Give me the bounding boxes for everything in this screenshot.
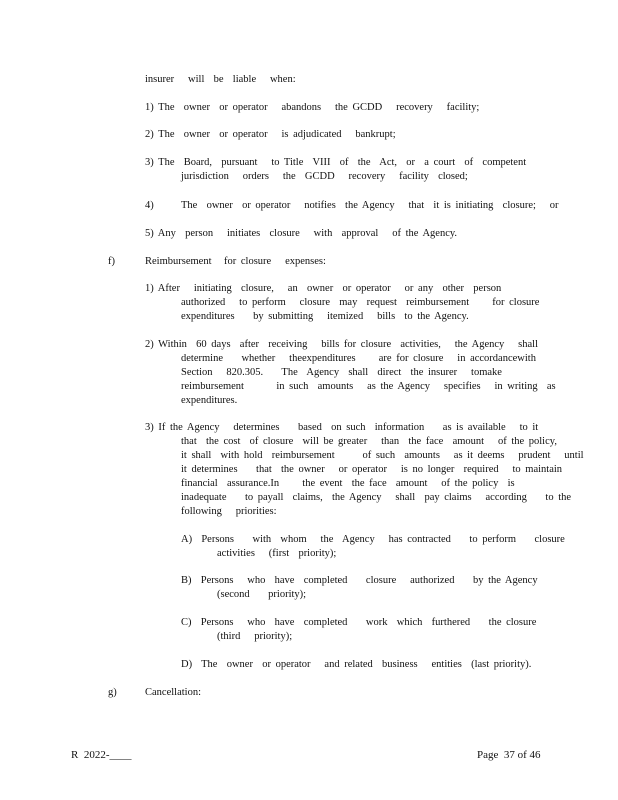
text-line: expenditures by submitting itemized bills to the Agency. xyxy=(181,311,469,322)
section-heading: for closure expenses: xyxy=(224,256,326,267)
text-line: 3) The Board, pursuant to Title VIII of the Act, or a court of competent xyxy=(145,157,527,168)
text-line: that the cost of closure will be greater than the face amount of the policy, xyxy=(181,436,557,447)
text-line: it shall with hold reimbursement of such amounts as it deems prudent until xyxy=(181,450,584,461)
text-line: 1) The owner or operator abandons the GCDD recovery facility; xyxy=(145,102,480,113)
text-line: 1) After initiating closure, an owner or operator or any other person xyxy=(145,283,502,294)
text-line: B) Persons who have completed closure authorized by the Agency xyxy=(181,575,538,586)
text-line: determine whether theexpenditures are for closure in accordancewith xyxy=(181,353,536,364)
text-line: (third priority); xyxy=(217,631,293,642)
text-line: reimbursement in such amounts as the Agency specifies in writing as xyxy=(181,381,556,392)
list-marker: 4) xyxy=(145,200,154,211)
text-line: C) Persons who have completed work which furthered the closure xyxy=(181,617,537,628)
section-heading: Cancellation: xyxy=(145,687,201,698)
footer-document-number: R 2022-____ xyxy=(71,749,132,761)
text-line: it determines that the owner or operator is no longer required to maintain xyxy=(181,464,563,475)
text-line: A) Persons with whom the Agency has contracted to perform closure xyxy=(181,534,565,545)
text-line: D) The owner or operator and related business entities (last priority). xyxy=(181,659,532,670)
text-line: The owner or operator notifies the Agency that it is initiating closure; or xyxy=(181,200,559,211)
footer-page-number: Page 37 of 46 xyxy=(477,749,541,761)
text-line: Section 820.305. The Agency shall direct the insurer tomake xyxy=(181,367,502,378)
section-marker: g) xyxy=(108,687,117,698)
text-line: (second priority); xyxy=(217,589,307,600)
text-line: activities (first priority); xyxy=(217,548,337,559)
text-line: insurer will be liable when: xyxy=(145,74,296,85)
section-heading: Reimbursement xyxy=(145,256,212,267)
text-line: inadequate to payall claims, the Agency shall pay claims according to the xyxy=(181,492,572,503)
text-line: authorized to perform closure may request reimbursement for closure xyxy=(181,297,540,308)
text-line: 3) If the Agency determines based on such information as is available to it xyxy=(145,422,539,433)
text-line: 5) Any person initiates closure with approval of the Agency. xyxy=(145,228,458,239)
text-line: 2) The owner or operator is adjudicated bankrupt; xyxy=(145,129,396,140)
section-marker: f) xyxy=(108,256,115,267)
text-line: expenditures. xyxy=(181,395,238,406)
text-line: financial assurance.In the event the face amount of the policy is xyxy=(181,478,515,489)
text-line: 2) Within 60 days after receiving bills for closure activities, the Agency shall xyxy=(145,339,539,350)
text-line: jurisdiction orders the GCDD recovery facility closed; xyxy=(181,171,468,182)
text-line: following priorities: xyxy=(181,506,277,517)
